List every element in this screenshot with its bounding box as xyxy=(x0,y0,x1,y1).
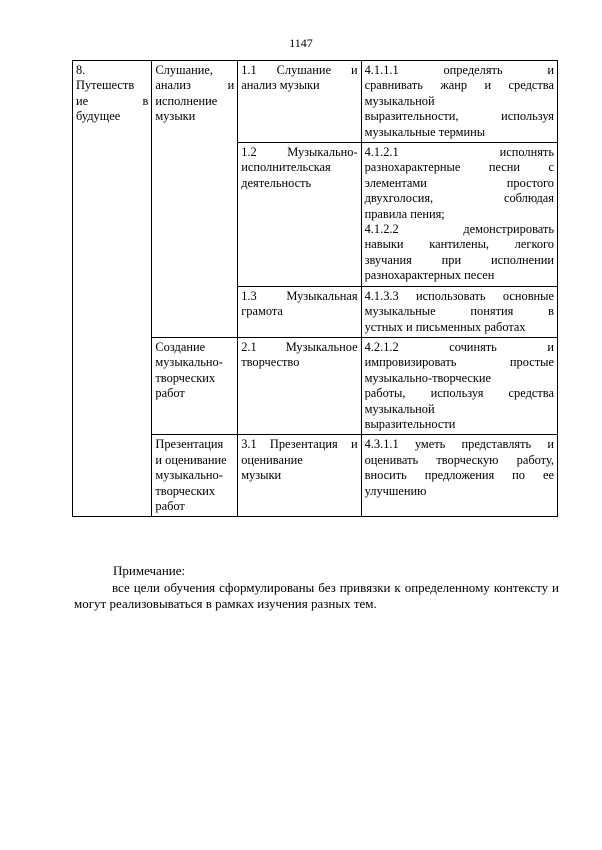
table-row xyxy=(73,61,558,143)
note-text: все цели обучения сформулированы без привязки к определенному контексту и могут реализовываться в рамках изучения разных тем. xyxy=(74,580,559,611)
curriculum-table xyxy=(72,60,558,517)
objective-cell: 4.1.1.1 определять и сравнивать жанр и средства музыкальной выразительности, используя музыкальные термины xyxy=(361,61,557,143)
topic-cell: 3.1 Презентация и оценивание музыки xyxy=(238,435,361,517)
note-title: Примечание: xyxy=(113,563,186,578)
objective-cell: 4.2.1.2 сочинять и импровизировать простые музыкально-творческие работы, используя средства музыкальной выразительности xyxy=(361,337,557,434)
topic-cell: 1.2 Музыкально- исполнительская деятельность xyxy=(238,143,361,287)
section-cell: 8. Путешеств ие в будущее xyxy=(73,61,152,517)
page-number: 1147 xyxy=(289,36,313,50)
objective-cell: 4.1.2.1 исполнять разнохарактерные песни с элементами простого двухголосия, соблюдая правила пения; 4.1.2.2 демонстрировать навыки кантилены, легкого звучания при исполнении разнохарактерных песен xyxy=(361,143,557,287)
objective-cell: 4.1.3.3 использовать основные музыкальные понятия в устных и письменных работах xyxy=(361,286,557,337)
subsection-cell: Презентация и оценивание музыкально- творческих работ xyxy=(152,435,238,517)
objective-cell: 4.3.1.1 уметь представлять и оценивать творческую работу, вносить предложения по ее улучшению xyxy=(361,435,557,517)
subsection-cell: Создание музыкально- творческих работ xyxy=(152,337,238,434)
subsection-cell: Слушание, анализ и исполнение музыки xyxy=(152,61,238,338)
topic-cell: 1.3 Музыкальная грамота xyxy=(238,286,361,337)
topic-cell: 2.1 Музыкальное творчество xyxy=(238,337,361,434)
topic-cell: 1.1 Слушание и анализ музыки xyxy=(238,61,361,143)
